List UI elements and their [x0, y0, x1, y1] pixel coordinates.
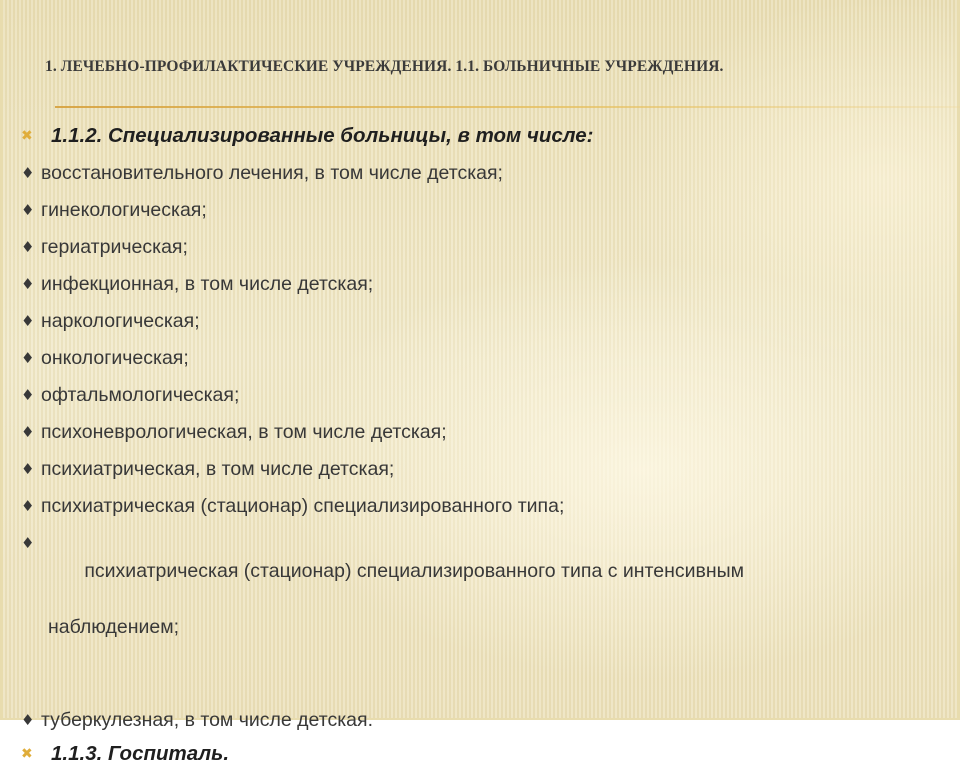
x-bullet-icon: ✖	[21, 128, 33, 144]
section-heading-hospital	[21, 734, 931, 768]
list-item-text: онкологическая;	[41, 347, 189, 369]
list-item	[21, 520, 931, 697]
diamond-bullet-icon: ♦	[21, 497, 35, 515]
diamond-bullet-icon: ♦	[21, 534, 35, 552]
diamond-bullet-icon: ♦	[21, 201, 35, 219]
list-item-text: восстановительного лечения, в том числе детская;	[41, 162, 503, 184]
diamond-bullet-icon: ♦	[21, 238, 35, 256]
list-item	[21, 187, 931, 224]
slide-content	[21, 116, 931, 768]
list-item	[21, 150, 931, 187]
list-item	[21, 372, 931, 409]
list-item-text: туберкулезная, в том числе детская.	[41, 709, 373, 731]
list-item-text: психиатрическая, в том числе детская;	[41, 458, 395, 480]
list-item-text: гериатрическая;	[41, 236, 188, 258]
list-item-text: инфекционная, в том числе детская;	[41, 273, 374, 295]
list-item-text: гинекологическая;	[41, 199, 207, 221]
list-item-text-continuation: наблюдением;	[48, 616, 180, 638]
title-underline	[55, 106, 960, 108]
slide-title: 1. ЛЕЧЕБНО-ПРОФИЛАКТИЧЕСКИЕ УЧРЕЖДЕНИЯ. 1.1. БОЛЬНИЧНЫЕ УЧРЕЖДЕНИЯ.	[45, 58, 724, 75]
list-item-text	[41, 529, 931, 697]
closing-heading-text: 1.1.3. Госпиталь.	[51, 742, 230, 765]
list-item	[21, 261, 931, 298]
list-item	[21, 335, 931, 372]
list-item-text: психоневрологическая, в том числе детская;	[41, 421, 447, 443]
list-item	[21, 697, 931, 734]
list-item	[21, 298, 931, 335]
list-item-text: офтальмологическая;	[41, 384, 240, 406]
list-item	[21, 483, 931, 520]
diamond-bullet-icon: ♦	[21, 386, 35, 404]
list-item	[21, 409, 931, 446]
list-item-text: психиатрическая (стационар) специализированного типа;	[41, 495, 565, 517]
section-heading-text: 1.1.2. Специализированные больницы, в том числе:	[51, 124, 594, 147]
diamond-bullet-icon: ♦	[21, 275, 35, 293]
diamond-bullet-icon: ♦	[21, 164, 35, 182]
list-item-text-first-line: психиатрическая (стационар) специализированного типа с интенсивным	[84, 560, 745, 582]
list-item	[21, 224, 931, 261]
section-heading-specialized	[21, 116, 931, 150]
diamond-bullet-icon: ♦	[21, 460, 35, 478]
diamond-bullet-icon: ♦	[21, 349, 35, 367]
diamond-bullet-icon: ♦	[21, 711, 35, 729]
list-item-text: наркологическая;	[41, 310, 200, 332]
x-bullet-icon: ✖	[21, 746, 33, 762]
list-item	[21, 446, 931, 483]
diamond-bullet-icon: ♦	[21, 423, 35, 441]
diamond-bullet-icon: ♦	[21, 312, 35, 330]
